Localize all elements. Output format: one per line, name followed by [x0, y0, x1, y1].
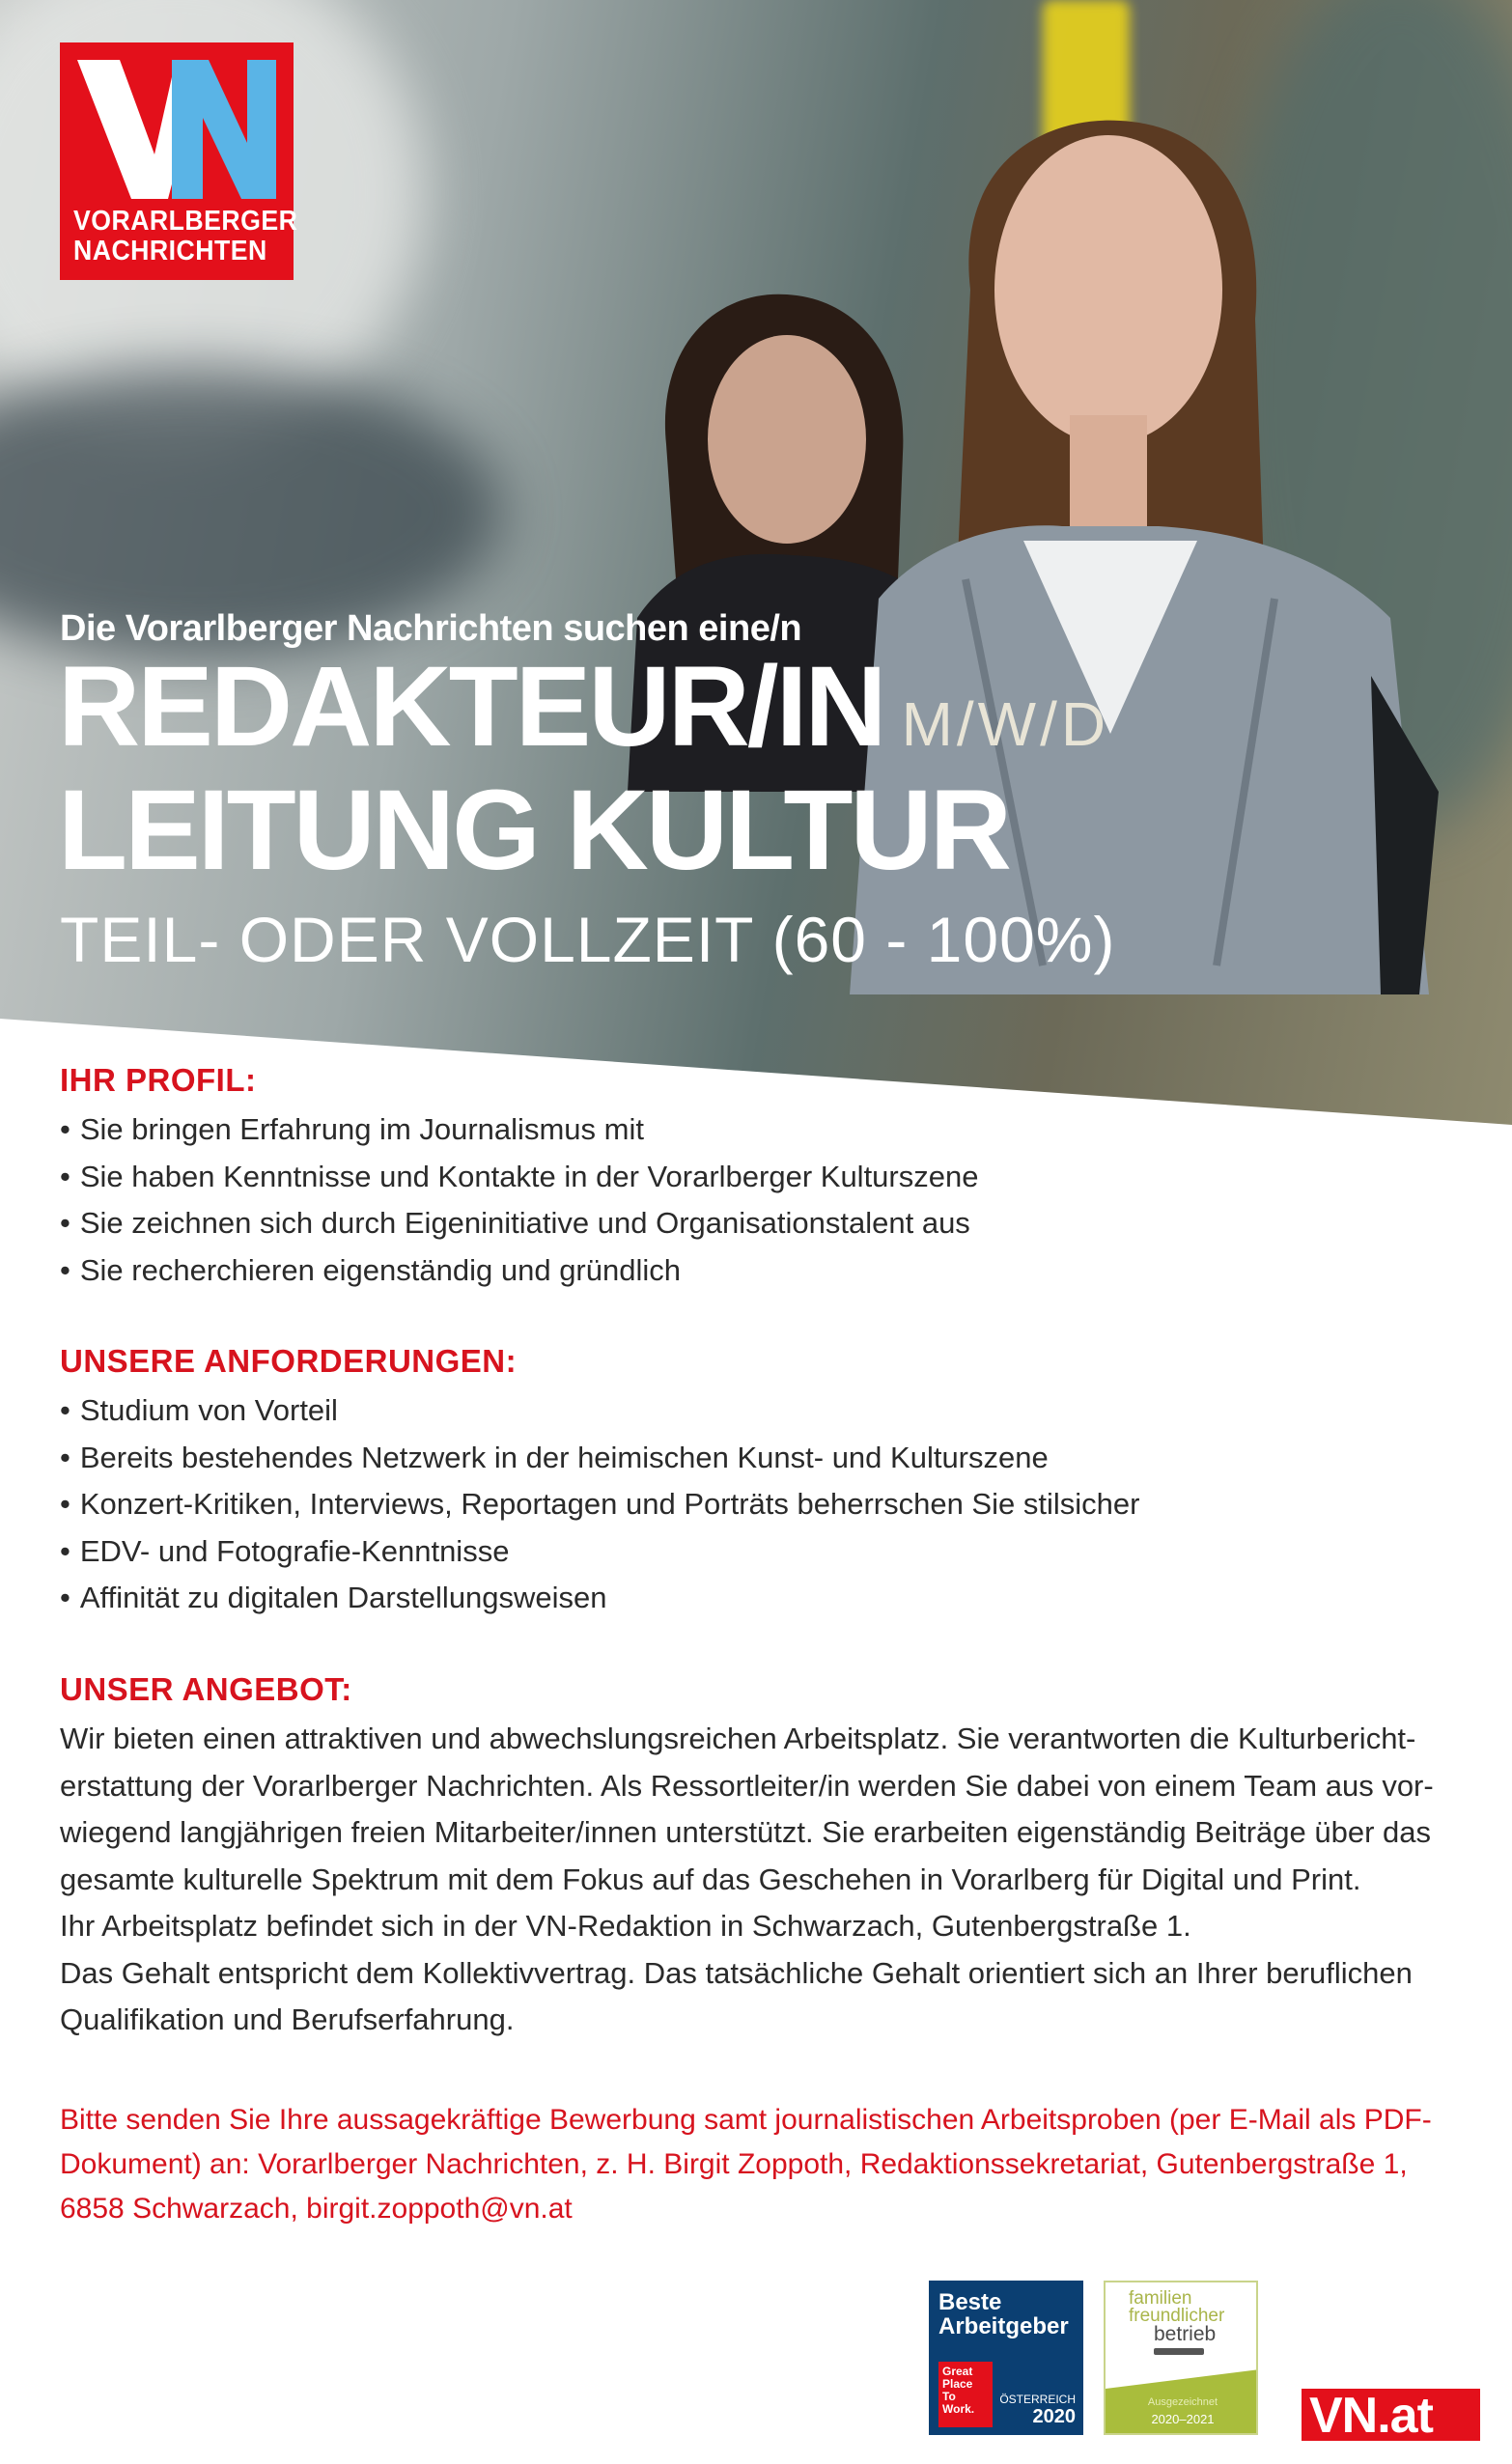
vorarlberg-seal-icon: [1154, 2348, 1204, 2355]
angebot-text: [60, 1716, 1441, 2044]
gptw-year: 2020: [1032, 2406, 1076, 2427]
list-item: • Sie recherchieren eigenständig und gründlich: [60, 1247, 978, 1295]
great-place-to-work-badge: [929, 2281, 1083, 2435]
list-item: • Konzert-Kritiken, Interviews, Reportagen und Porträts beherrschen Sie stilsicher: [60, 1481, 1139, 1528]
list-item: • Sie zeichnen sich durch Eigeninitiative und Organisationstalent aus: [60, 1200, 978, 1247]
fam-award-years: 2020–2021: [1151, 2412, 1215, 2426]
logo-wordmark: [73, 206, 298, 266]
job-title-row: [58, 643, 1110, 770]
paragraph-line: Qualifikation und Berufserfahrung.: [60, 2002, 515, 2036]
list-item: • Bereits bestehendes Netzwerk in der heimischen Kunst- und Kulturszene: [60, 1435, 1139, 1482]
list-item: • Sie bringen Erfahrung im Journalismus mit: [60, 1106, 978, 1154]
gender-suffix: M/W/D: [901, 689, 1110, 759]
fam-label-1: familien: [1129, 2288, 1192, 2309]
profil-list: [60, 1106, 978, 1294]
paragraph-line: gesamte kulturelle Spektrum mit dem Fokus auf das Geschehen in Vorarlberg für Digital und Print.: [60, 1862, 1361, 1896]
hero-photo: [0, 0, 1512, 1139]
anforderungen-heading: UNSERE ANFORDERUNGEN:: [60, 1343, 518, 1379]
intro-line: Die Vorarlberger Nachrichten suchen eine/n: [60, 608, 802, 649]
employment-type: TEIL- ODER VOLLZEIT (60 - 100%): [60, 904, 1116, 975]
gptw-title-line-1: Beste: [938, 2289, 1002, 2315]
gptw-logo: [938, 2362, 993, 2427]
anforderungen-list: [60, 1387, 1139, 1622]
paragraph-line: wiegend langjährigen freien Mitarbeiter/innen unterstützt. Sie erarbeiten eigenständig Beiträge über das: [60, 1815, 1432, 1849]
familienfreundlicher-betrieb-badge: [1104, 2281, 1258, 2435]
gptw-title-line-2: Arbeitgeber: [938, 2313, 1069, 2339]
contact-line[interactable]: 6858 Schwarzach, birgit.zoppoth@vn.at: [60, 2193, 573, 2225]
gptw-logo-line: To: [942, 2390, 956, 2403]
paragraph-line: Wir bieten einen attraktiven und abwechslungsreichen Arbeitsplatz. Sie verantworten die Kulturbericht-: [60, 1722, 1416, 1755]
vn-logo: [60, 42, 298, 280]
vn-at-label: VN.at: [1309, 2388, 1433, 2444]
angebot-heading: UNSER ANGEBOT:: [60, 1671, 352, 1707]
contact-line: Dokument) an: Vorarlberger Nachrichten, z. H. Birgit Zoppoth, Redaktionssekretariat, Gutenbergstraße 1,: [60, 2148, 1408, 2180]
logo-line-2: NACHRICHTEN: [73, 236, 267, 266]
gptw-title: [938, 2290, 1069, 2338]
fam-label-2: freundlicher: [1129, 2306, 1225, 2326]
list-item: • EDV- und Fotografie-Kenntnisse: [60, 1528, 1139, 1576]
vn-logo-mark: [75, 54, 280, 209]
job-title: REDAKTEUR/IN: [58, 643, 884, 770]
list-item: • Affinität zu digitalen Darstellungsweisen: [60, 1575, 1139, 1622]
paragraph-line: erstattung der Vorarlberger Nachrichten. Als Ressortleiter/in werden Sie dabei von einem Team aus vor-: [60, 1768, 1434, 1803]
profil-heading: IHR PROFIL:: [60, 1062, 257, 1098]
paragraph-line: Ihr Arbeitsplatz befindet sich in der VN-Redaktion in Schwarzach, Gutenbergstraße 1.: [60, 1909, 1191, 1943]
gptw-logo-line: Great: [942, 2365, 973, 2378]
list-item: • Sie haben Kenntnisse und Kontakte in der Vorarlberger Kulturszene: [60, 1154, 978, 1201]
logo-line-1: VORARLBERGER: [73, 206, 298, 237]
paragraph-line: Das Gehalt entspricht dem Kollektivvertrag. Das tatsächliche Gehalt orientiert sich an Ihrer beruflichen: [60, 1955, 1413, 1990]
fam-label-3: betrieb: [1154, 2323, 1217, 2345]
gptw-logo-line: Place: [942, 2377, 973, 2391]
vn-at-badge[interactable]: [1302, 2388, 1480, 2444]
gptw-country: ÖSTERREICH: [999, 2393, 1076, 2406]
fam-award-label: Ausgezeichnet: [1147, 2396, 1218, 2408]
contact-line: Bitte senden Sie Ihre aussagekräftige Bewerbung samt journalistischen Arbeitsproben (per E-Mail als PDF-: [60, 2104, 1432, 2136]
list-item: • Studium von Vorteil: [60, 1387, 1139, 1435]
department-title: LEITUNG KULTUR: [58, 767, 1009, 894]
application-contact: [60, 2098, 1441, 2231]
gptw-logo-line: Work.: [942, 2402, 975, 2416]
